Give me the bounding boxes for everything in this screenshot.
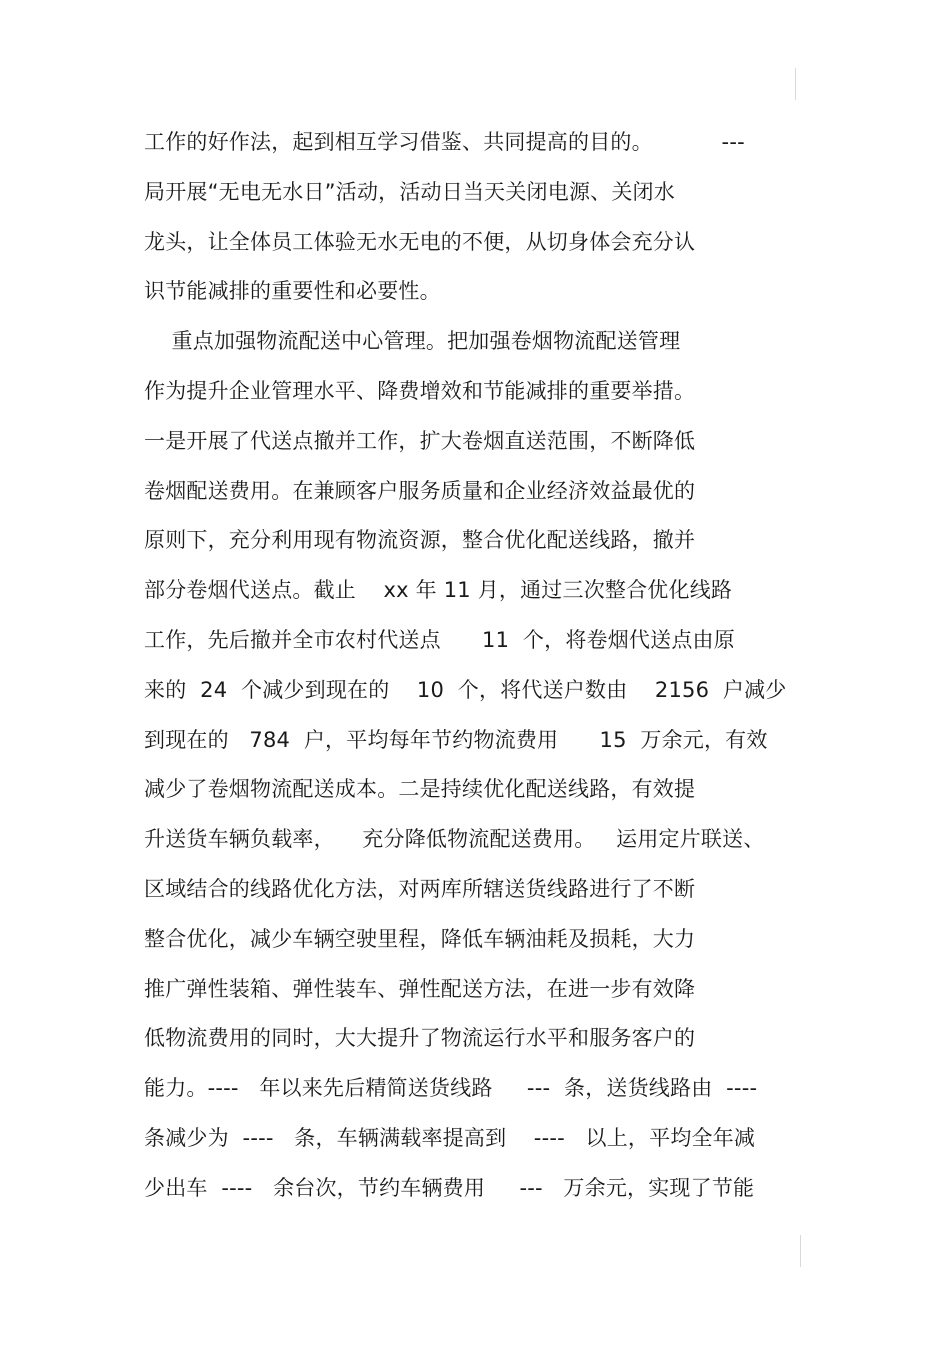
text-line: 原则下，充分利用现有物流资源，整合优化配送线路，撤并 (144, 528, 696, 553)
text-line: 能力。---- 年以来先后精简送货线路 --- 条，送货线路由 ---- (144, 1076, 758, 1101)
text-line: 条减少为 ---- 条，车辆满载率提高到 ---- 以上，平均全年减 (144, 1125, 756, 1150)
text-line: 升送货车辆负载率， 充分降低物流配送费用。 运用定片联送、 (144, 827, 765, 852)
page-corner-mark-top (795, 68, 796, 100)
text-line: 卷烟配送费用。在兼顾客户服务质量和企业经济效益最优的 (144, 478, 696, 503)
page-corner-mark-bottom (800, 1235, 801, 1267)
text-line: 重点加强物流配送中心管理。把加强卷烟物流配送管理 (144, 329, 681, 354)
text-line: 减少了卷烟物流配送成本。二是持续优化配送线路，有效提 (144, 777, 696, 802)
text-line: 局开展“无电无水日”活动，活动日当天关闭电源、关闭水 (144, 179, 675, 204)
text-line: 少出车 ---- 余台次，节约车辆费用 --- 万余元，实现了节能 (144, 1175, 755, 1200)
text-line: 部分卷烟代送点。截止 xx 年 11 月，通过三次整合优化线路 (144, 578, 733, 603)
text-line: 识节能减排的重要性和必要性。 (144, 279, 441, 304)
text-line: 龙头，让全体员工体验无水无电的不便，从切身体会充分认 (144, 229, 696, 254)
text-line: 整合优化，减少车辆空驶里程，降低车辆油耗及损耗，大力 (144, 926, 696, 951)
text-line: 工作，先后撤并全市农村代送点 11 个，将卷烟代送点由原 (144, 627, 735, 652)
text-line: 低物流费用的同时，大大提升了物流运行水平和服务客户的 (144, 1026, 696, 1051)
text-line: 一是开展了代送点撤并工作，扩大卷烟直送范围，不断降低 (144, 428, 696, 453)
text-line: 区域结合的线路优化方法，对两库所辖送货线路进行了不断 (144, 876, 696, 901)
text-line: 到现在的 784 户，平均每年节约物流费用 15 万余元，有效 (144, 727, 768, 752)
text-line: 作为提升企业管理水平、降费增效和节能减排的重要举措。 (144, 378, 696, 403)
text-line: 工作的好作法，起到相互学习借鉴、共同提高的目的。 --- (144, 130, 745, 154)
text-line: 推广弹性装箱、弹性装车、弹性配送方法，在进一步有效降 (144, 976, 696, 1001)
text-line: 来的 24 个减少到现在的 10 个，将代送户数由 2156 户减少 (144, 677, 787, 702)
body-text (144, 118, 824, 1214)
